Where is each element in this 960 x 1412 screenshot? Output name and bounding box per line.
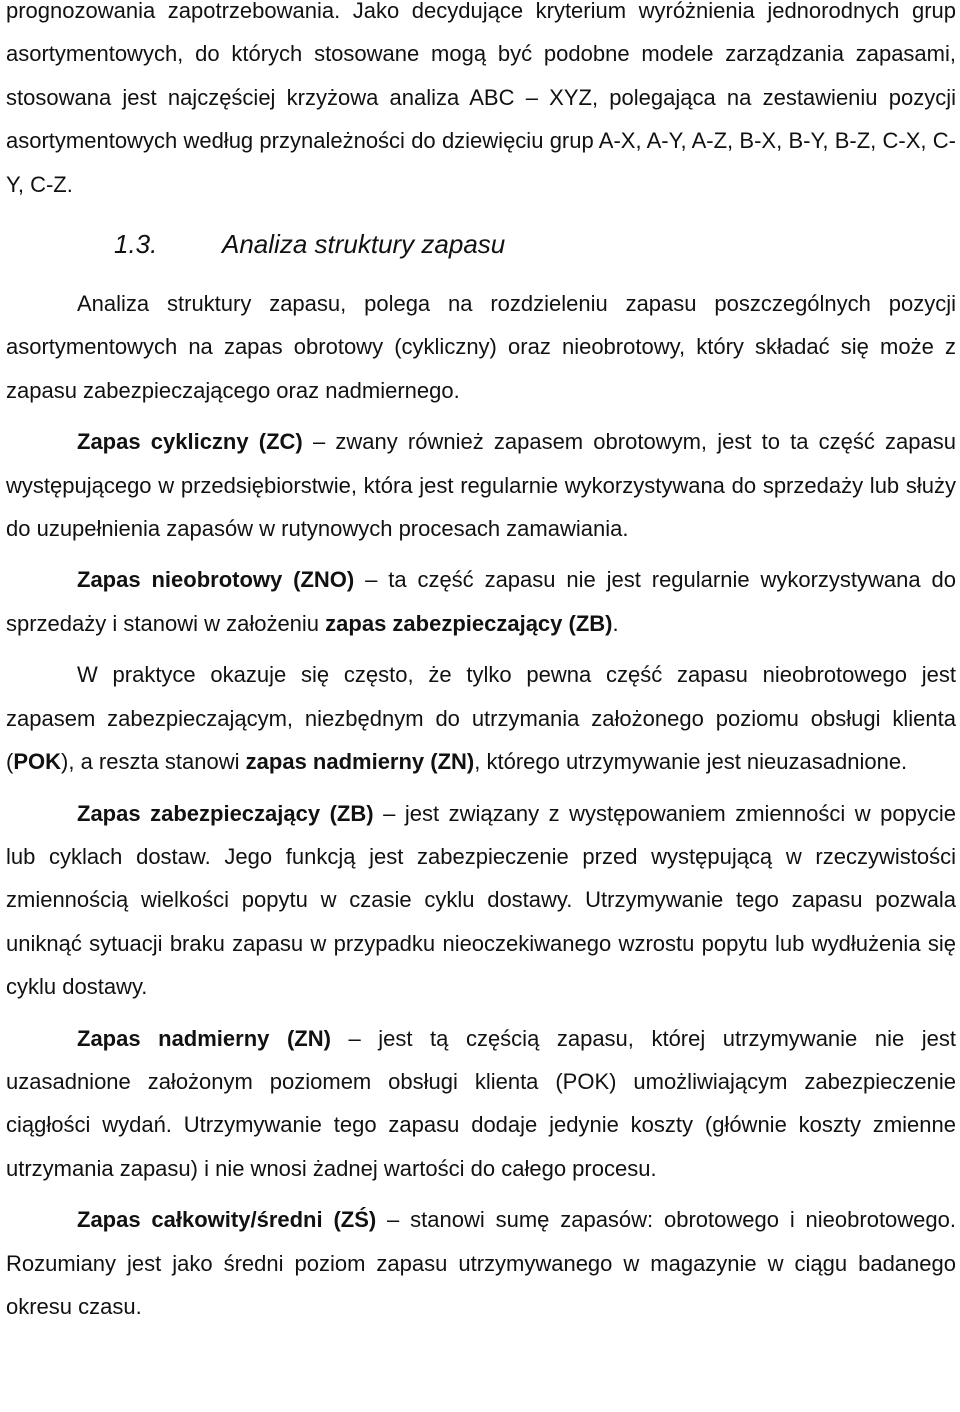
paragraph-cyclic-stock [6,420,956,550]
section-heading [6,220,956,268]
paragraph-total-stock [6,1198,956,1328]
term-excess-stock-inline: zapas nadmierny (ZN) [245,749,475,775]
term-safety-stock: Zapas zabezpieczający (ZB) [77,800,374,826]
term-excess-stock: Zapas nadmierny (ZN) [77,1025,331,1051]
intro-paragraph: prognozowania zapotrzebowania. Jako decydujące kryterium wyróżnienia jednorodnych grup asortymentowych, do których stosowane mogą być podobne modele zarządzania zapasami, stosowana jest najczęściej krzyżowa analiza ABC – XYZ, polegająca na zestawieniu pozycji asortymentowych według przynależności do dziewięciu grup A-X, A-Y, A-Z, B-X, B-Y, B-Z, C-X, C-Y, C-Z. [6,0,956,197]
sentence-end: . [612,610,619,636]
document-page [6,0,956,1328]
section-number: 1.3. [114,229,158,260]
definition-excess-stock: – jest tą częścią zapasu, której utrzymywanie nie jest uzasadnione założonym poziomem obsługi klienta (POK) umożliwiającym zabezpieczenie ciągłości wydań. Utrzymywanie tego zapasu dodaje jedynie koszty (głównie koszty zmienne utrzymania zapasu) i nie wnosi żadnej wartości do całego procesu. [6,1025,956,1181]
practice-text-c: , którego utrzymywanie jest nieuzasadnione. [474,749,908,775]
term-non-rotating-stock: Zapas nieobrotowy (ZNO) [77,567,355,593]
section-title: Analiza struktury zapasu [222,229,506,260]
definition-cyclic-stock: – zwany również zapasem obrotowym, jest to ta część zapasu występującego w przedsiębiorstwie, która jest regularnie wykorzystywana do sprzedaży lub służy do uzupełnienia zapasów w rutynowych procesach zamawiania. [6,429,956,542]
practice-text-b: ), a reszta stanowi [61,749,246,775]
paragraph-non-rotating-stock [6,558,956,645]
term-safety-stock-inline: zapas zabezpieczający (ZB) [325,610,613,636]
paragraph-excess-stock [6,1017,956,1191]
definition-non-rotating-stock: – ta część zapasu nie jest regularnie wykorzystywana do sprzedaży i stanowi w założeniu [6,567,956,636]
term-cyclic-stock: Zapas cykliczny (ZC) [77,429,303,455]
paragraph-safety-stock [6,792,956,1009]
term-pok: POK [13,749,62,775]
term-total-stock: Zapas całkowity/średni (ZŚ) [77,1207,377,1233]
practice-text-a: W praktyce okazuje się często, że tylko pewna część zapasu nieobrotowego jest zapasem zabezpieczającym, niezbędnym do utrzymania założonego poziomu obsługi klienta ( [6,662,956,775]
definition-safety-stock: – jest związany z występowaniem zmienności w popycie lub cyklach dostaw. Jego funkcją jest zabezpieczenie przed występującą w rzeczywistości zmiennością wielkości popytu w czasie cyklu dostawy. Utrzymywanie tego zapasu pozwala uniknąć sytuacji braku zapasu w przypadku nieoczekiwanego wzrostu popytu lub wydłużenia się cyklu dostawy. [6,800,956,1000]
paragraph-practice [6,653,956,783]
definition-total-stock: – stanowi sumę zapasów: obrotowego i nieobrotowego. Rozumiany jest jako średni poziom zapasu utrzymywanego w magazynie w ciągu badanego okresu czasu. [6,1207,956,1319]
paragraph-structure-analysis: Analiza struktury zapasu, polega na rozdzieleniu zapasu poszczególnych pozycji asortymentowych na zapas obrotowy (cykliczny) oraz nieobrotowy, który składać się może z zapasu zabezpieczającego oraz nadmiernego. [6,291,956,403]
